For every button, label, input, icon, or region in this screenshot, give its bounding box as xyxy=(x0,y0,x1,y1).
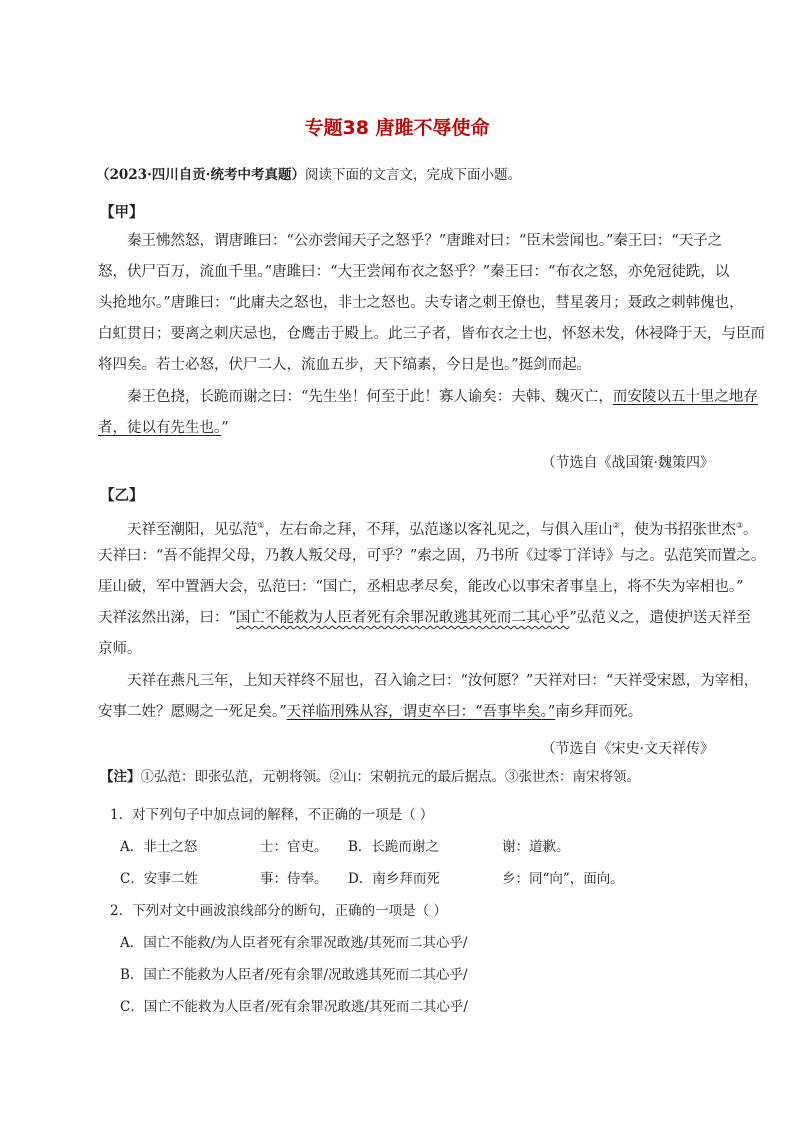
passage-line xyxy=(98,510,758,541)
passage-text: 南乡拜而死。 xyxy=(555,704,643,720)
passage-text: 天祥至潮阳，见弘范 xyxy=(127,521,258,538)
q1-option-d-explanation: 乡：同“向”，面向。 xyxy=(502,871,624,887)
passage-text: 秦王色挠，长跪而谢之曰：“先生坐！何至于此！寡人谕矣：夫韩、魏灭亡， xyxy=(127,389,613,405)
passage-text: 。 xyxy=(743,521,758,538)
passage-text: 安事二姓？愿赐之一死足矣。” xyxy=(98,704,287,720)
passage-line: 头抢地尔。”唐雎曰：“此庸夫之怒也，非士之怒也。夫专诸之刺王僚也，彗星袭月；聂政之刺韩傀也， xyxy=(98,295,744,311)
question-2-stem: 2．下列对文中画波浪线部分的断句，正确的一项是（ ） xyxy=(110,903,447,919)
footnote-marker: ① xyxy=(257,521,265,530)
passage-text: ”弘范义之，遣使护送天祥至 xyxy=(569,610,751,626)
passage-jia xyxy=(98,226,765,444)
passage-text: ，左右命之拜，不拜，弘范遂以客礼见之，与俱入厓山 xyxy=(264,521,613,538)
passage-line: 京师。 xyxy=(98,641,142,657)
note-text: ①弘范：即张弘范，元朝将领。②山：宋朝抗元的最后据点。③张世杰：南宋将领。 xyxy=(140,769,640,785)
passage-line: 厓山破，军中置酒大会，弘范曰：“国亡，丞相忠孝尽矣，能改心以事宋者事皇上，将不失为宰相也。” xyxy=(98,579,744,595)
underlined-sentence: 天祥临刑殊从容，谓吏卒曰：“吾事毕矣。” xyxy=(286,704,556,720)
footnote-marker: ③ xyxy=(735,521,744,530)
page-title: 专题38 唐雎不辱使命 xyxy=(304,117,490,139)
passage-line xyxy=(98,413,718,444)
intro-line xyxy=(96,163,521,183)
passage-line xyxy=(98,603,751,634)
note-label: 【注】 xyxy=(100,769,141,785)
q1-option-b-label[interactable]: B．长跪而谢之 xyxy=(348,839,439,855)
q1-option-d-label[interactable]: D．南乡拜而死 xyxy=(348,871,440,887)
passage-line: 天祥曰：“吾不能捍父母，乃教人叛父母，可乎？”索之固，乃书所《过零丁洋诗》与之。弘范笑而置之。 xyxy=(98,548,766,564)
passage-line xyxy=(98,697,718,728)
q1-option-c-explanation: 事：侍奉。 xyxy=(260,871,328,887)
passage-line: 天祥在燕凡三年，上知天祥终不屈也，召入谕之曰：“汝何愿？”天祥对曰：“天祥受宋恩，为宰相， xyxy=(127,673,759,689)
annotation-note xyxy=(100,765,640,785)
passage-line: 将四矣。若士必怒，伏尸二人，流血五步，天下缟素，今日是也。”挺剑而起。 xyxy=(98,357,592,373)
passage-yi xyxy=(98,510,766,728)
q2-option-a[interactable]: A．国亡不能救/为人臣者死有余罪况敢逃/其死而二其心乎/ xyxy=(120,935,468,951)
passage-text: 天祥泫然出涕，曰：“ xyxy=(98,610,236,626)
q1-option-a-label[interactable]: A．非士之怒 xyxy=(120,839,198,855)
q2-option-c[interactable]: C．国亡不能救为人臣者/死有余罪况敢逃/其死而二其心乎/ xyxy=(120,999,468,1015)
passage-line: 白虹贯日；要离之刺庆忌也，仓鹰击于殿上。此三子者，皆布衣之士也，怀怒未发，休祲降于天，与臣而 xyxy=(98,326,765,342)
q1-option-c-label[interactable]: C．安事二姓 xyxy=(120,871,198,887)
passage-text: ” xyxy=(221,420,229,436)
wavy-underlined-sentence: 国亡不能救为人臣者死有余罪况敢逃其死而二其心乎 xyxy=(235,610,570,626)
source-citation-jia: （节选自《战国策·魏策四》 xyxy=(541,455,714,471)
q1-option-b-explanation: 谢：道歉。 xyxy=(502,839,570,855)
exam-source-tag: （2023·四川自贡·统考中考真题） xyxy=(96,167,305,183)
passage-text: ，使为书招张世杰 xyxy=(619,521,736,538)
section-label-jia: 【甲】 xyxy=(100,204,144,221)
passage-line: 秦王怫然怒，谓唐雎曰：“公亦尝闻天子之怒乎？”唐雎对曰：“臣未尝闻也。”秦王曰：“天子之 xyxy=(127,233,723,249)
intro-instruction: 阅读下面的文言文，完成下面小题。 xyxy=(304,167,521,183)
q1-option-a-explanation: 士：官吏。 xyxy=(260,839,328,855)
footnote-marker: ② xyxy=(612,521,620,530)
question-1-stem: 1．对下列句子中加点词的解释，不正确的一项是（ ） xyxy=(110,807,434,823)
q2-option-b[interactable]: B．国亡不能救为人臣者/死有余罪/况敢逃其死而二其心乎/ xyxy=(120,967,468,983)
section-label-yi: 【乙】 xyxy=(100,487,144,504)
source-citation-yi: （节选自《宋史·文天祥传》 xyxy=(541,741,714,757)
passage-line: 怒，伏尸百万，流血千里。”唐雎曰：“大王尝闻布衣之怒乎？”秦王曰：“布衣之怒，亦免冠徒跣，以 xyxy=(98,264,730,280)
underlined-sentence: 者，徒以有先生也。 xyxy=(98,420,222,436)
underlined-sentence: 而安陵以五十里之地存 xyxy=(612,389,758,405)
passage-line xyxy=(98,382,758,413)
